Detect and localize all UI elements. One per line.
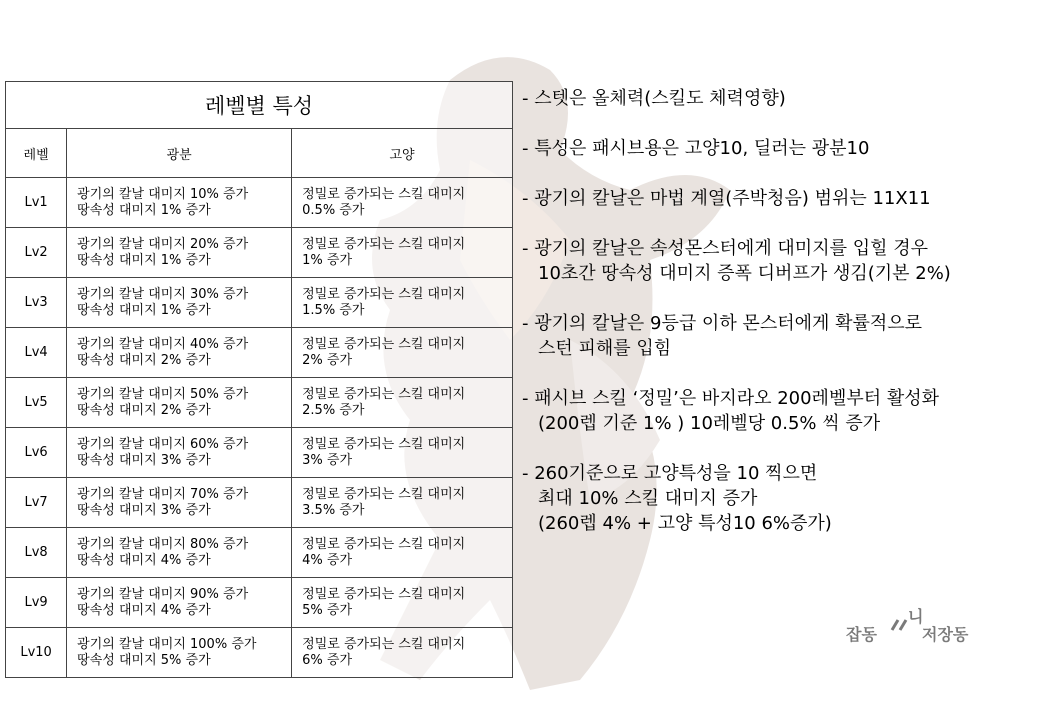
level-trait-table [5, 81, 513, 678]
level-cell: Lv4 [6, 328, 67, 378]
goyang-cell [292, 528, 513, 578]
level-cell: Lv8 [6, 528, 67, 578]
level-cell: Lv9 [6, 578, 67, 628]
goyang-line: 2.5% 증가 [302, 402, 365, 418]
note-line: - 패시브 스킬 ‘정밀’은 바지라오 200레벨부터 활성화 [522, 388, 939, 409]
goyang-cell [292, 628, 513, 678]
gwangbun-line: 광기의 칼날 대미지 10% 증가 [77, 186, 249, 202]
goyang-cell [292, 328, 513, 378]
gwangbun-line: 땅속성 대미지 2% 증가 [77, 352, 211, 368]
header-goyang: 고양 [292, 129, 513, 178]
table-row [6, 578, 513, 628]
table-row [6, 528, 513, 578]
gwangbun-line: 땅속성 대미지 4% 증가 [77, 602, 211, 618]
note-item [522, 386, 1027, 436]
note-line: - 특성은 패시브용은 고양10, 딜러는 광분10 [522, 138, 870, 159]
goyang-line: 1% 증가 [302, 252, 353, 268]
gwangbun-line: 광기의 칼날 대미지 60% 증가 [77, 436, 249, 452]
gwangbun-cell [67, 528, 292, 578]
note-line: - 광기의 칼날은 속성몬스터에게 대미지를 입힐 경우 [522, 238, 928, 259]
goyang-line: 정밀로 증가되는 스킬 대미지 [302, 286, 466, 302]
note-item [522, 236, 1027, 286]
gwangbun-line: 땅속성 대미지 3% 증가 [77, 452, 211, 468]
level-cell: Lv10 [6, 628, 67, 678]
gwangbun-line: 땅속성 대미지 1% 증가 [77, 252, 211, 268]
goyang-cell [292, 378, 513, 428]
gwangbun-line: 광기의 칼날 대미지 50% 증가 [77, 386, 249, 402]
table-row [6, 478, 513, 528]
goyang-line: 정밀로 증가되는 스킬 대미지 [302, 636, 466, 652]
gwangbun-cell [67, 228, 292, 278]
gwangbun-line: 광기의 칼날 대미지 20% 증가 [77, 236, 249, 252]
note-line: - 광기의 칼날은 마법 계열(주박청음) 범위는 11X11 [522, 188, 931, 209]
note-line: 10초간 땅속성 대미지 증폭 디버프가 생김(기본 2%) [538, 263, 951, 284]
level-cell: Lv5 [6, 378, 67, 428]
watermark-logo [846, 604, 976, 648]
level-cell: Lv2 [6, 228, 67, 278]
note-line: (260렙 4% + 고양 특성10 6%증가) [538, 513, 832, 534]
goyang-line: 정밀로 증가되는 스킬 대미지 [302, 386, 466, 402]
table-row [6, 228, 513, 278]
header-gwangbun: 광분 [67, 129, 292, 178]
goyang-line: 정밀로 증가되는 스킬 대미지 [302, 586, 466, 602]
goyang-line: 정밀로 증가되는 스킬 대미지 [302, 236, 466, 252]
goyang-line: 6% 증가 [302, 652, 353, 668]
gwangbun-cell [67, 478, 292, 528]
goyang-cell [292, 578, 513, 628]
header-level: 레벨 [6, 129, 67, 178]
gwangbun-cell [67, 578, 292, 628]
gwangbun-line: 땅속성 대미지 2% 증가 [77, 402, 211, 418]
level-cell: Lv6 [6, 428, 67, 478]
note-line: (200렙 기준 1% ) 10레벨당 0.5% 씩 증가 [538, 413, 881, 434]
table-row [6, 378, 513, 428]
goyang-line: 4% 증가 [302, 552, 353, 568]
goyang-line: 5% 증가 [302, 602, 353, 618]
goyang-cell [292, 228, 513, 278]
note-line: 스턴 피해를 입힘 [538, 338, 672, 359]
note-item [522, 311, 1027, 361]
watermark-text-left: 잡동 [846, 625, 877, 644]
goyang-line: 3.5% 증가 [302, 502, 365, 518]
gwangbun-line: 광기의 칼날 대미지 70% 증가 [77, 486, 249, 502]
goyang-line: 정밀로 증가되는 스킬 대미지 [302, 436, 466, 452]
note-item [522, 186, 1027, 211]
gwangbun-line: 광기의 칼날 대미지 100% 증가 [77, 636, 257, 652]
goyang-line: 3% 증가 [302, 452, 353, 468]
goyang-cell [292, 428, 513, 478]
gwangbun-cell [67, 328, 292, 378]
goyang-line: 정밀로 증가되는 스킬 대미지 [302, 186, 466, 202]
level-cell: Lv3 [6, 278, 67, 328]
goyang-line: 0.5% 증가 [302, 202, 365, 218]
gwangbun-line: 땅속성 대미지 5% 증가 [77, 652, 211, 668]
level-cell: Lv1 [6, 178, 67, 228]
gwangbun-cell [67, 278, 292, 328]
gwangbun-cell [67, 178, 292, 228]
table-row [6, 178, 513, 228]
goyang-cell [292, 278, 513, 328]
gwangbun-line: 땅속성 대미지 1% 증가 [77, 302, 211, 318]
table-row [6, 328, 513, 378]
table-row [6, 428, 513, 478]
level-cell: Lv7 [6, 478, 67, 528]
notes-list [522, 86, 1027, 561]
goyang-line: 정밀로 증가되는 스킬 대미지 [302, 536, 466, 552]
table-row [6, 278, 513, 328]
table-header-row [6, 129, 513, 178]
gwangbun-cell [67, 428, 292, 478]
gwangbun-line: 땅속성 대미지 4% 증가 [77, 552, 211, 568]
gwangbun-line: 광기의 칼날 대미지 90% 증가 [77, 586, 249, 602]
note-line: - 광기의 칼날은 9등급 이하 몬스터에게 확률적으로 [522, 313, 923, 334]
goyang-cell [292, 478, 513, 528]
goyang-line: 정밀로 증가되는 스킬 대미지 [302, 486, 466, 502]
goyang-cell [292, 178, 513, 228]
gwangbun-line: 광기의 칼날 대미지 40% 증가 [77, 336, 249, 352]
goyang-line: 2% 증가 [302, 352, 353, 368]
note-item [522, 461, 1027, 536]
note-item [522, 136, 1027, 161]
table-title: 레벨별 특성 [6, 82, 513, 129]
note-line: - 스텟은 올체력(스킬도 체력영향) [522, 88, 786, 109]
note-item [522, 86, 1027, 111]
gwangbun-line: 광기의 칼날 대미지 30% 증가 [77, 286, 249, 302]
gwangbun-line: 광기의 칼날 대미지 80% 증가 [77, 536, 249, 552]
watermark-text-right: 저장동 [922, 625, 969, 644]
table-row [6, 628, 513, 678]
gwangbun-cell [67, 378, 292, 428]
gwangbun-cell [67, 628, 292, 678]
goyang-line: 1.5% 증가 [302, 302, 365, 318]
goyang-line: 정밀로 증가되는 스킬 대미지 [302, 336, 466, 352]
gwangbun-line: 땅속성 대미지 1% 증가 [77, 202, 211, 218]
watermark-text-top: 니 [908, 607, 924, 626]
note-line: - 260기준으로 고양특성을 10 찍으면 [522, 463, 818, 484]
gwangbun-line: 땅속성 대미지 3% 증가 [77, 502, 211, 518]
note-line: 최대 10% 스킬 대미지 증가 [538, 488, 758, 509]
